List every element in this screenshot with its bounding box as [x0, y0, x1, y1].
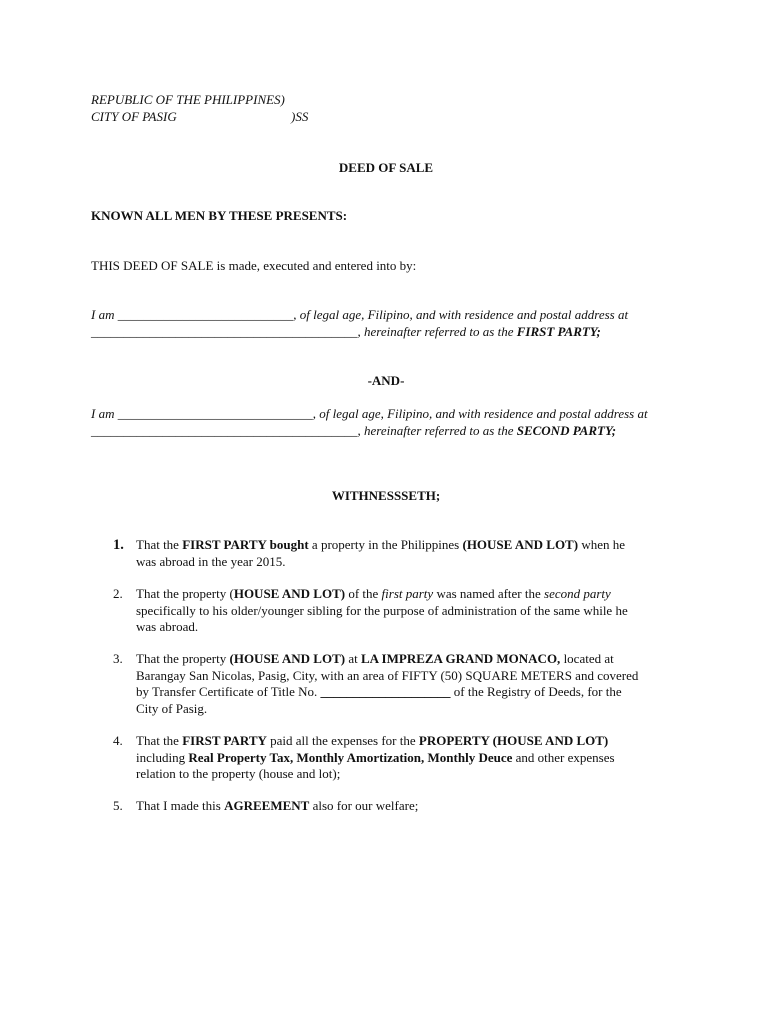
document-title: DEED OF SALE [338, 160, 434, 175]
clause-4-bold-party: FIRST PARTY [182, 733, 267, 748]
clause-1-part: a property in the Philippines [308, 537, 463, 552]
second-party-line-2 [91, 423, 691, 440]
clause-3-number: 3. [113, 651, 123, 666]
first-party-iam: I am [91, 307, 118, 322]
second-party-details: of legal age, Filipino, and with residence and postal address at [315, 406, 648, 421]
clause-2-line-3: was abroad. [136, 619, 199, 634]
clause-4-bold-expenses: Real Property Tax, Monthly Amortization, Monthly Deuce [188, 749, 513, 765]
clause-3-part: at [345, 651, 361, 666]
second-party-address-blank: _________________________________________, [91, 422, 361, 438]
and-separator: -AND- [367, 373, 405, 388]
clause-2-number: 2. [113, 586, 123, 601]
clause-3-title-blank: ____________________ [320, 684, 451, 699]
clause-2 [91, 586, 681, 636]
clause-4-number: 4. [113, 733, 123, 748]
clause-2-text [91, 586, 681, 636]
clause-3-part: located at [560, 651, 614, 666]
second-party-paragraph [91, 406, 691, 439]
clause-2-part: That the property ( [136, 586, 234, 601]
known-all-men-heading: KNOWN ALL MEN BY THESE PRESENTS: [91, 208, 348, 223]
clause-4-part: paid all the expenses for the [266, 733, 419, 748]
clause-4 [91, 733, 681, 783]
first-party-line-2 [91, 324, 691, 341]
second-party-iam: I am [91, 406, 118, 421]
clause-3-bold-property: (HOUSE AND LOT) [229, 651, 346, 666]
clause-4-part: That the [136, 733, 183, 748]
second-party-role: SECOND PARTY; [516, 422, 617, 438]
clause-1-number: 1. [113, 537, 124, 553]
clause-1-bold-party: FIRST PARTY bought [182, 537, 309, 552]
clause-4-part: and other expenses [512, 749, 615, 765]
venue-city-text: CITY OF PASIG [91, 109, 177, 124]
clause-1 [91, 537, 681, 570]
clause-2-part: was named after the [433, 586, 545, 601]
first-party-referred: hereinafter referred to as the [360, 323, 517, 339]
clause-1-bold-property: (HOUSE AND LOT) [462, 537, 579, 552]
clause-2-second-party: second party [544, 586, 611, 601]
second-party-line-1 [91, 406, 691, 423]
clause-2-first-party: first party [381, 586, 434, 601]
clause-2-part: of the [345, 586, 382, 601]
clause-3-part: of the Registry of Deeds, for the [450, 684, 622, 699]
clause-3 [91, 651, 681, 717]
clause-2-line-2: specifically to his older/younger sibling for the purpose of administration of the same while he [136, 602, 628, 618]
clause-1-line-2: was abroad in the year 2015. [136, 553, 286, 569]
clause-2-bold-property: HOUSE AND LOT) [233, 586, 346, 601]
clause-4-line-3: relation to the property (house and lot); [136, 766, 341, 781]
clause-3-text [91, 651, 681, 717]
first-party-address-blank: _________________________________________, [91, 323, 361, 339]
clause-1-part: when he [578, 537, 625, 552]
venue-republic-text: REPUBLIC OF THE PHILIPPINES) [91, 92, 285, 107]
venue-republic [91, 92, 681, 109]
clause-3-part: by Transfer Certificate of Title No. [136, 684, 321, 699]
intro-paragraph: THIS DEED OF SALE is made, executed and entered into by: [91, 258, 417, 273]
first-party-paragraph [91, 307, 691, 340]
clause-4-bold-property: PROPERTY (HOUSE AND LOT) [418, 733, 609, 748]
second-party-referred: hereinafter referred to as the [360, 422, 517, 438]
clause-3-part: That the property [136, 651, 230, 666]
first-party-line-1 [91, 307, 691, 324]
venue-ss-text: )SS [291, 109, 309, 124]
clause-5-part: That I made this [136, 798, 225, 813]
clause-1-part: That the [136, 537, 183, 552]
first-party-role: FIRST PARTY; [516, 323, 601, 339]
clause-3-bold-location: LA IMPREZA GRAND MONACO, [360, 651, 561, 666]
venue-city [91, 109, 681, 126]
clause-5-text [91, 798, 681, 815]
first-party-name-blank: ___________________________, [117, 307, 297, 322]
second-party-name-blank: ______________________________, [117, 406, 316, 421]
clause-5 [91, 798, 681, 815]
clause-3-line-4: City of Pasig. [136, 700, 208, 716]
clause-5-part: also for our welfare; [309, 798, 419, 813]
clause-5-bold-agreement: AGREEMENT [224, 798, 310, 813]
clause-5-number: 5. [113, 798, 123, 813]
first-party-details: of legal age, Filipino, and with residence and postal address at [296, 307, 629, 322]
clause-4-text [91, 733, 681, 783]
clause-1-text [91, 537, 681, 570]
witnesseth-heading: WITHNESSSETH; [331, 488, 441, 503]
clause-4-part: including [136, 749, 189, 765]
clause-3-line-2: Barangay San Nicolas, Pasig, City, with an area of FIFTY (50) SQUARE METERS and covered [136, 667, 639, 683]
